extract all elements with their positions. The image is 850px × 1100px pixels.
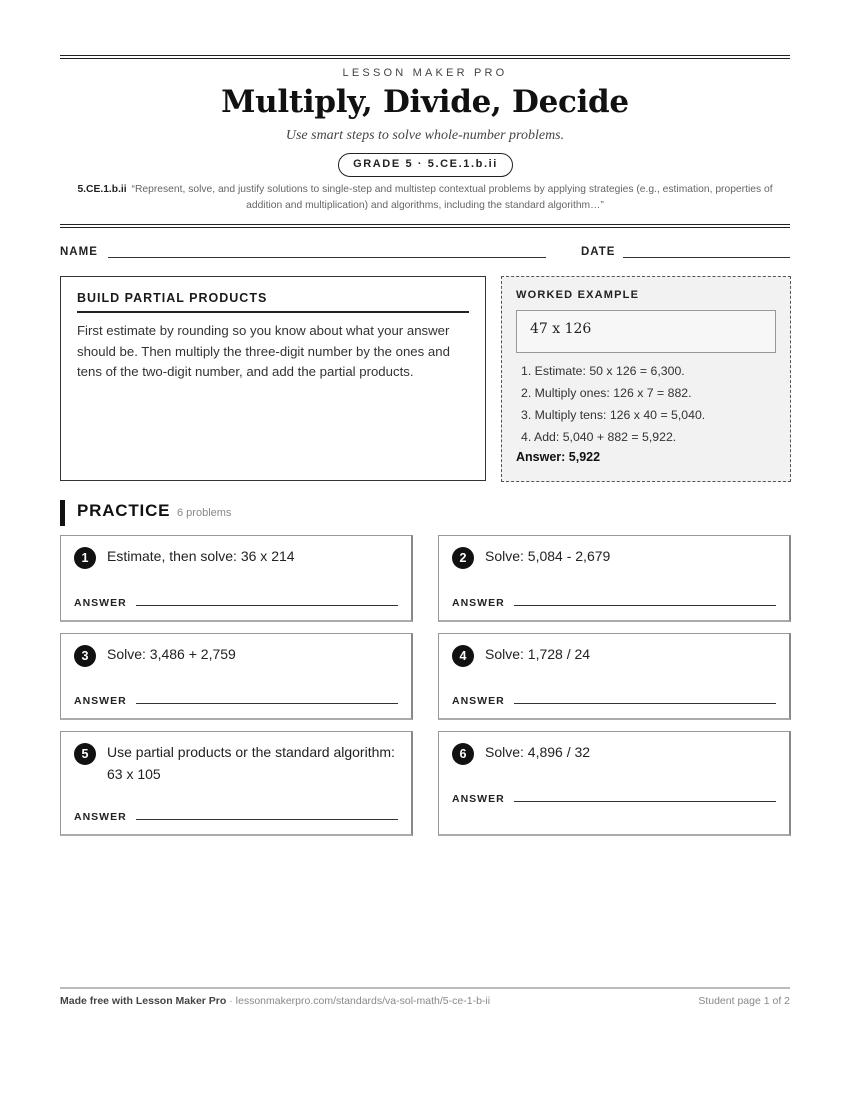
answer-label: ANSWER [74,597,127,609]
problem-prompt: Estimate, then solve: 36 x 214 [107,548,295,564]
answer-field[interactable] [136,703,398,704]
date-field[interactable] [623,257,790,258]
practice-count: 6 problems [177,507,232,519]
practice-title: PRACTICE [77,501,171,520]
worked-step: 2. Multiply ones: 126 x 7 = 882. [521,386,692,400]
worked-step: 3. Multiply tens: 126 x 40 = 5,040. [521,408,706,422]
build-partial-products-panel [60,276,486,481]
problem-number-badge: 4 [452,645,474,667]
header-bottom-double-rule [60,224,790,228]
problem-number-badge: 2 [452,547,474,569]
footer-url[interactable]: · lessonmakerpro.com/standards/va-sol-math/5-ce-1-b-ii [226,995,491,1007]
date-label: DATE [581,246,616,258]
answer-label: ANSWER [74,811,127,823]
build-title: BUILD PARTIAL PRODUCTS [77,291,469,313]
footer-credit [60,995,490,1007]
problem-prompt: Use partial products or the standard algorithm: 63 x 105 [107,744,395,782]
top-double-rule [60,55,790,59]
name-field[interactable] [108,257,546,258]
standard-code: 5.CE.1.b.ii [77,184,127,195]
answer-field[interactable] [136,819,398,820]
answer-field[interactable] [514,605,776,606]
answer-label: ANSWER [452,793,505,805]
footer-rule [60,987,790,989]
worksheet-subtitle: Use smart steps to solve whole-number problems. [285,128,565,143]
brand-name: LESSON MAKER PRO [342,67,508,79]
worksheet-title: Multiply, Divide, Decide [221,84,629,120]
worked-step: 1. Estimate: 50 x 126 = 6,300. [521,364,685,378]
worked-example-answer: Answer: 5,922 [516,450,601,464]
practice-accent-bar [60,500,65,526]
problem-number-badge: 6 [452,743,474,765]
name-label: NAME [60,246,98,258]
problem-prompt: Solve: 4,896 / 32 [485,744,591,760]
worked-step: 4. Add: 5,040 + 882 = 5,922. [521,430,677,444]
worked-example-steps [516,360,776,448]
problem-prompt: Solve: 1,728 / 24 [485,646,591,662]
worked-example-problem: 47 x 126 [516,310,776,353]
footer-page-number: Student page 1 of 2 [698,995,790,1007]
problem-number-badge: 5 [74,743,96,765]
answer-label: ANSWER [452,597,505,609]
worked-example-panel [501,276,791,482]
answer-label: ANSWER [74,695,127,707]
problem-card-4 [438,633,791,720]
answer-field[interactable] [136,605,398,606]
problem-prompt: Solve: 3,486 + 2,759 [107,646,236,662]
standard-description [68,182,782,214]
problem-number-badge: 1 [74,547,96,569]
problem-card-3 [60,633,413,720]
problem-number-badge: 3 [74,645,96,667]
answer-label: ANSWER [452,695,505,707]
footer-made-with: Made free with Lesson Maker Pro [60,995,227,1007]
answer-field[interactable] [514,703,776,704]
problem-card-5 [60,731,413,836]
problem-card-6 [438,731,791,836]
problem-prompt: Solve: 5,084 - 2,679 [485,548,611,564]
problem-card-2 [438,535,791,622]
grade-badge: GRADE 5 · 5.CE.1.b.ii [338,153,513,177]
worked-example-title: WORKED EXAMPLE [516,289,640,301]
standard-text: “Represent, solve, and justify solutions to single-step and multistep contextual problems by applying strategies (e.g., estimation, properties of addition and multiplication) and algorithms, including the standard algorithm…” [131,184,773,211]
answer-field[interactable] [514,801,776,802]
problem-card-1 [60,535,413,622]
build-instructions: First estimate by rounding so you know about what your answer should be. Then multiply the three-digit number by the ones and tens of the two-digit number, and add the partial products. [77,323,450,379]
